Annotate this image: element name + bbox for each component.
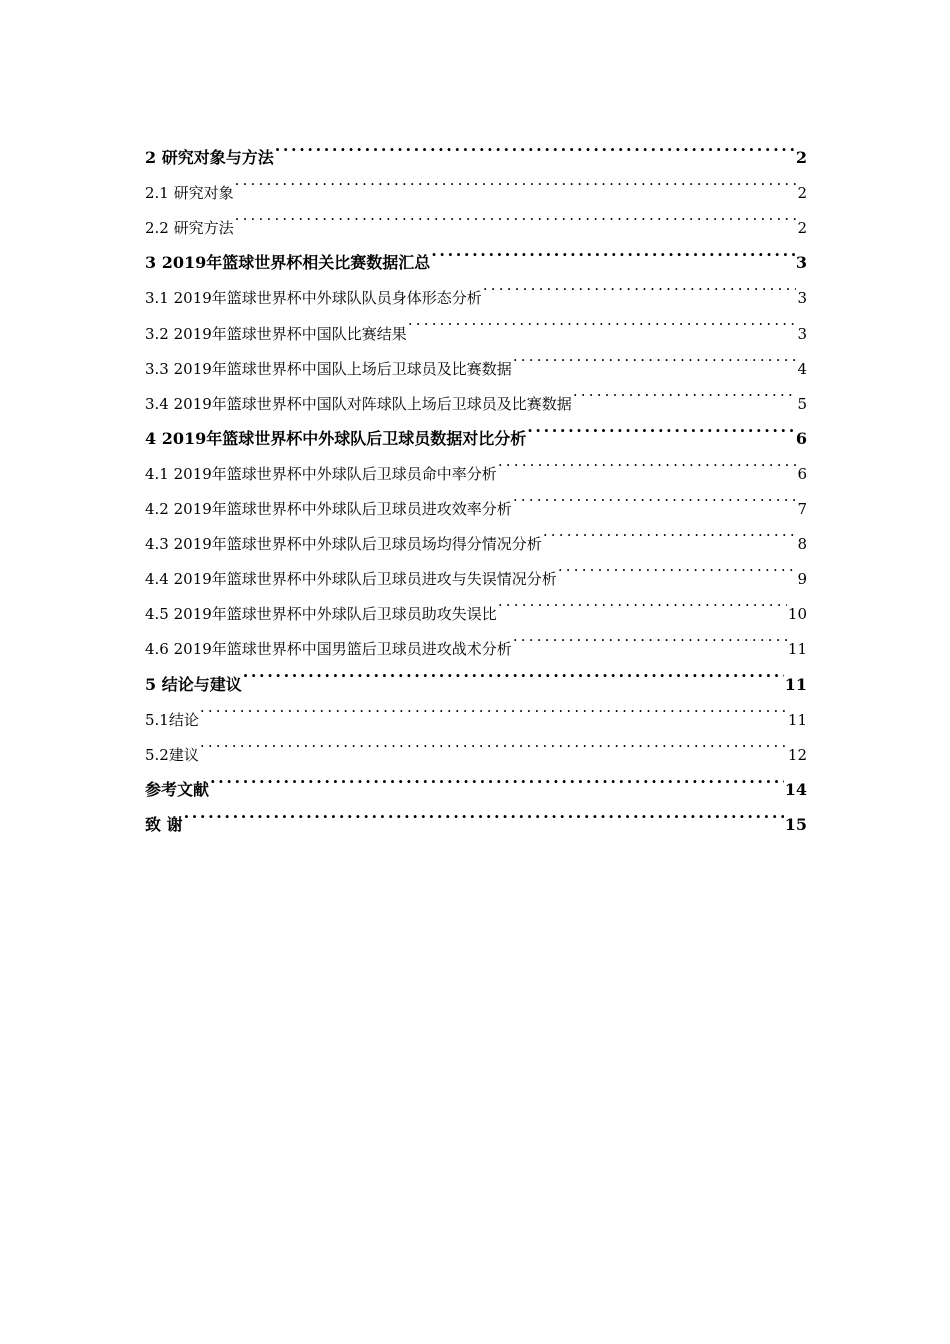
- toc-entry-page-number: 3: [797, 324, 807, 343]
- toc-dot-leader: [200, 725, 787, 760]
- toc-entry-page-number: 6: [797, 464, 807, 483]
- toc-entry-title: 4.6 2019年篮球世界杯中国男篮后卫球员进攻战术分析: [145, 640, 512, 659]
- toc-entry-page-number: 12: [787, 745, 807, 764]
- toc-entry-title: 2.2 研究方法: [145, 219, 234, 238]
- toc-entry-page-number: 8: [797, 535, 807, 554]
- toc-entry[interactable]: [145, 198, 807, 238]
- toc-entry[interactable]: [145, 725, 807, 764]
- toc-entry-title: 4.1 2019年篮球世界杯中外球队后卫球员命中率分析: [145, 464, 497, 483]
- toc-dot-leader: [543, 514, 797, 549]
- toc-dot-leader: [235, 198, 797, 233]
- toc-entry-page-number: 4: [797, 359, 807, 378]
- toc-dot-leader: [275, 128, 795, 163]
- toc-dot-leader: [513, 339, 797, 374]
- toc-dot-leader: [200, 690, 787, 725]
- toc-dot-leader: [483, 268, 797, 303]
- toc-entry-page-number: 11: [787, 640, 807, 659]
- toc-dot-leader: [210, 760, 784, 795]
- toc-entry[interactable]: [145, 690, 807, 729]
- toc-dot-leader: [513, 619, 787, 654]
- toc-entry-page-number: 10: [787, 605, 807, 624]
- toc-entry-page-number: 15: [784, 814, 807, 834]
- toc-entry-page-number: 3: [797, 289, 807, 308]
- toc-entry-page-number: 3: [795, 253, 807, 273]
- toc-entry-page-number: 2: [797, 219, 807, 238]
- toc-entry-page-number: 7: [797, 500, 807, 519]
- toc-entry-title: 3.2 2019年篮球世界杯中国队比赛结果: [145, 324, 407, 343]
- toc-entry-title: 3 2019年篮球世界杯相关比赛数据汇总: [145, 253, 431, 273]
- toc-entry-page-number: 14: [784, 779, 807, 799]
- toc-entry[interactable]: [145, 128, 807, 168]
- toc-dot-leader: [408, 303, 797, 338]
- toc-entry-title: 4.4 2019年篮球世界杯中外球队后卫球员进攻与失误情况分析: [145, 570, 557, 589]
- toc-entry-title: 3.3 2019年篮球世界杯中国队上场后卫球员及比赛数据: [145, 359, 512, 378]
- toc-dot-leader: [243, 654, 784, 689]
- toc-dot-leader: [513, 479, 797, 514]
- toc-entry-title: 4.5 2019年篮球世界杯中外球队后卫球员助攻失误比: [145, 605, 497, 624]
- toc-entry[interactable]: [145, 233, 807, 273]
- toc-dot-leader: [184, 795, 784, 830]
- toc-dot-leader: [527, 409, 795, 444]
- toc-entry-title: 参考文献: [145, 779, 210, 799]
- toc-entry-title: 4 2019年篮球世界杯中外球队后卫球员数据对比分析: [145, 428, 527, 448]
- toc-entry-page-number: 2: [795, 148, 807, 168]
- toc-entry-title: 5 结论与建议: [145, 674, 242, 694]
- toc-entry[interactable]: [145, 654, 807, 694]
- toc-dot-leader: [573, 374, 797, 409]
- table-of-contents: [145, 128, 807, 834]
- toc-dot-leader: [498, 584, 787, 619]
- toc-dot-leader: [558, 549, 797, 584]
- toc-entry[interactable]: [145, 163, 807, 203]
- toc-entry-page-number: 6: [795, 428, 807, 448]
- toc-entry-title: 3.4 2019年篮球世界杯中国队对阵球队上场后卫球员及比赛数据: [145, 394, 572, 413]
- toc-entry[interactable]: [145, 795, 807, 834]
- toc-entry-title: 2.1 研究对象: [145, 184, 234, 203]
- toc-dot-leader: [498, 444, 797, 479]
- toc-entry-page-number: 9: [797, 570, 807, 589]
- toc-entry-page-number: 5: [797, 394, 807, 413]
- toc-entry-title: 2 研究对象与方法: [145, 148, 274, 168]
- toc-entry-title: 4.2 2019年篮球世界杯中外球队后卫球员进攻效率分析: [145, 500, 512, 519]
- toc-entry-page-number: 11: [784, 674, 807, 694]
- toc-entry-title: 4.3 2019年篮球世界杯中外球队后卫球员场均得分情况分析: [145, 535, 542, 554]
- toc-entry-title: 5.2建议: [145, 745, 199, 764]
- toc-entry-title: 5.1结论: [145, 710, 199, 729]
- toc-entry-page-number: 2: [797, 184, 807, 203]
- toc-entry-page-number: 11: [787, 710, 807, 729]
- toc-dot-leader: [431, 233, 795, 268]
- toc-entry-title: 致 谢: [145, 814, 183, 834]
- toc-entry-title: 3.1 2019年篮球世界杯中外球队队员身体形态分析: [145, 289, 482, 308]
- toc-entry[interactable]: [145, 760, 807, 799]
- toc-dot-leader: [235, 163, 797, 198]
